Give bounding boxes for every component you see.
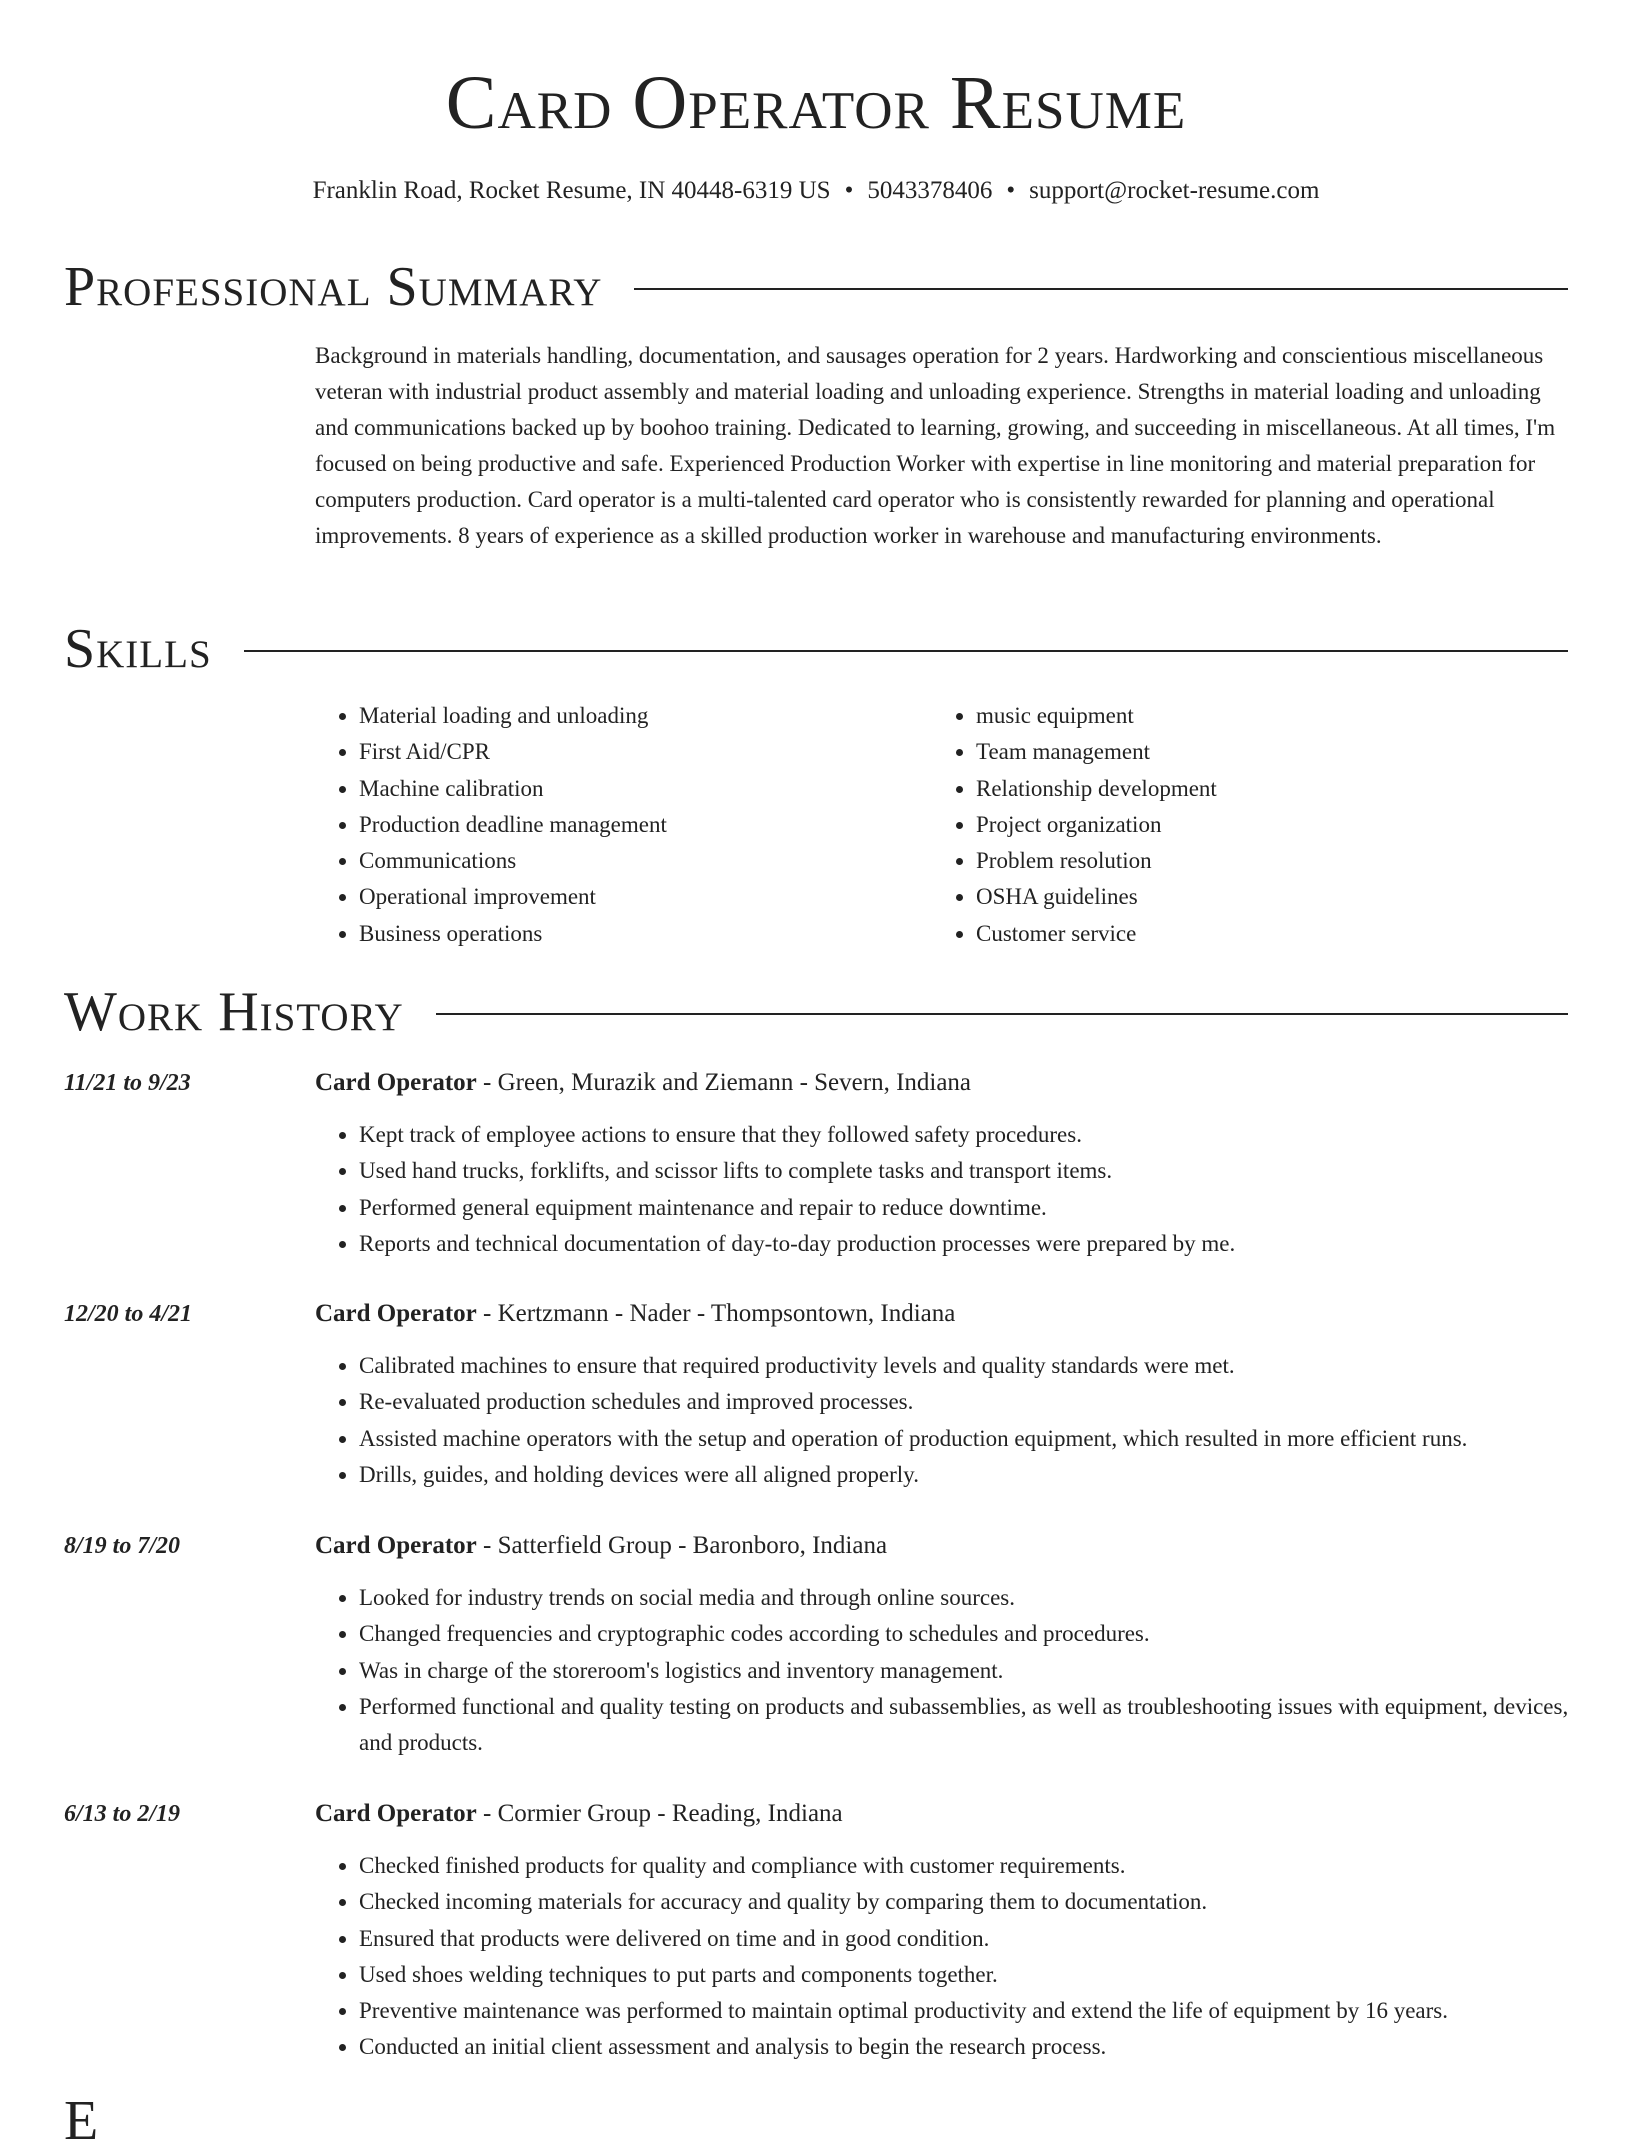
job-employer: - Green, Murazik and Ziemann - Severn, Indiana	[476, 1069, 972, 1096]
email: support@rocket-resume.com	[1029, 177, 1320, 204]
skill-item: • Customer service	[976, 916, 1549, 952]
skill-item: • Machine calibration	[359, 771, 932, 807]
skill-item: • First Aid/CPR	[359, 734, 932, 770]
skill-item: • Communications	[359, 843, 932, 879]
skill-item: • OSHA guidelines	[976, 879, 1549, 915]
duty-item: • Reports and technical documentation of day-to-day production processes were prepared by me.	[359, 1226, 1570, 1262]
job-duties	[315, 1348, 1570, 1493]
skill-item: • Problem resolution	[976, 843, 1549, 879]
duty-item: • Looked for industry trends on social media and through online sources.	[359, 1580, 1570, 1616]
skill-item: • Material loading and unloading	[359, 698, 932, 734]
skills-column-left	[315, 698, 932, 952]
separator: •	[844, 177, 854, 204]
skill-item: • Production deadline management	[359, 807, 932, 843]
job-employer: - Cormier Group - Reading, Indiana	[476, 1800, 843, 1827]
job-dates: 12/20 to 4/21	[64, 1301, 193, 1327]
separator: •	[1006, 177, 1016, 204]
duty-item: • Checked finished products for quality and compliance with customer requirements.	[359, 1848, 1570, 1884]
section-divider	[634, 288, 1568, 290]
duty-item: • Checked incoming materials for accuracy and quality by comparing them to documentation.	[359, 1884, 1570, 1920]
duty-item: • Drills, guides, and holding devices were all aligned properly.	[359, 1457, 1570, 1493]
duty-item: • Assisted machine operators with the setup and operation of production equipment, which resulted in more efficient runs.	[359, 1421, 1570, 1457]
job-title-line	[315, 1528, 887, 1564]
duty-item: • Performed functional and quality testing on products and subassemblies, as well as troubleshooting issues with equipment, devices, and products.	[359, 1689, 1570, 1762]
duty-item: • Changed frequencies and cryptographic codes according to schedules and procedures.	[359, 1616, 1570, 1652]
resume-title: Card Operator Resume	[445, 61, 1187, 145]
job-role: Card Operator	[315, 1800, 477, 1827]
job-duties	[315, 1117, 1570, 1262]
skill-item: • Project organization	[976, 807, 1549, 843]
duty-item: • Was in charge of the storeroom's logistics and inventory management.	[359, 1653, 1570, 1689]
job-employer: - Kertzmann - Nader - Thompsontown, Indiana	[476, 1300, 956, 1327]
duty-item: • Used hand trucks, forklifts, and scissor lifts to complete tasks and transport items.	[359, 1153, 1570, 1189]
skill-item: • Operational improvement	[359, 879, 932, 915]
duty-item: • Conducted an initial client assessment and analysis to begin the research process.	[359, 2029, 1570, 2065]
phone: 5043378406	[867, 177, 993, 204]
job-role: Card Operator	[315, 1069, 477, 1096]
duty-item: • Preventive maintenance was performed to maintain optimal productivity and extend the life of equipment by 16 years.	[359, 1993, 1570, 2029]
skill-item: • Business operations	[359, 916, 932, 952]
section-divider	[244, 650, 1568, 652]
job-title-line	[315, 1065, 971, 1101]
duty-item: • Ensured that products were delivered on time and in good condition.	[359, 1921, 1570, 1957]
job-title-line	[315, 1296, 955, 1332]
work-section-header	[64, 977, 1568, 1047]
address: Franklin Road, Rocket Resume, IN 40448-6319 US	[312, 177, 831, 204]
contact-line	[0, 176, 1632, 206]
section-title-work-history: Work History	[64, 981, 404, 1043]
summary-text: Background in materials handling, documentation, and sausages operation for 2 years. Hardworking and conscientious miscellaneous veteran with industrial product assembly and material loading and unloading experience. Strengths in material loading and unloading and communications backed up by boohoo training. Dedicated to learning, growing, and succeeding in miscellaneous. At all times, I'm focused on being productive and safe. Experienced Production Worker with expertise in line monitoring and material preparation for computers production. Card operator is a multi-talented card operator who is consistently rewarded for planning and operational improvements. 8 years of experience as a skilled production worker in warehouse and manufacturing environments.	[315, 343, 1556, 548]
job-duties	[315, 1848, 1570, 2066]
section-title-skills: Skills	[64, 618, 212, 680]
skills-column-right	[932, 698, 1549, 952]
section-title-summary: Professional Summary	[64, 256, 603, 318]
job-dates: 6/13 to 2/19	[64, 1801, 181, 1827]
job-dates: 11/21 to 9/23	[64, 1070, 191, 1096]
job-employer: - Satterfield Group - Baronboro, Indiana	[476, 1532, 888, 1559]
duty-item: • Kept track of employee actions to ensure that they followed safety procedures.	[359, 1117, 1570, 1153]
job-role: Card Operator	[315, 1300, 477, 1327]
section-title-next-cut-off: E	[64, 2090, 99, 2152]
skills-list	[315, 698, 1570, 952]
job-dates: 8/19 to 7/20	[64, 1533, 181, 1559]
duty-item: • Performed general equipment maintenance and repair to reduce downtime.	[359, 1190, 1570, 1226]
skill-item: • Relationship development	[976, 771, 1549, 807]
job-duties	[315, 1580, 1570, 1761]
skill-item: • Team management	[976, 734, 1549, 770]
duty-item: • Calibrated machines to ensure that required productivity levels and quality standards were met.	[359, 1348, 1570, 1384]
duty-item: • Re-evaluated production schedules and improved processes.	[359, 1384, 1570, 1420]
summary-section-header	[64, 252, 1568, 322]
section-divider	[436, 1013, 1568, 1015]
duty-item: • Used shoes welding techniques to put parts and components together.	[359, 1957, 1570, 1993]
skill-item: • music equipment	[976, 698, 1549, 734]
job-role: Card Operator	[315, 1532, 477, 1559]
skills-section-header	[64, 614, 1568, 684]
job-title-line	[315, 1796, 843, 1832]
